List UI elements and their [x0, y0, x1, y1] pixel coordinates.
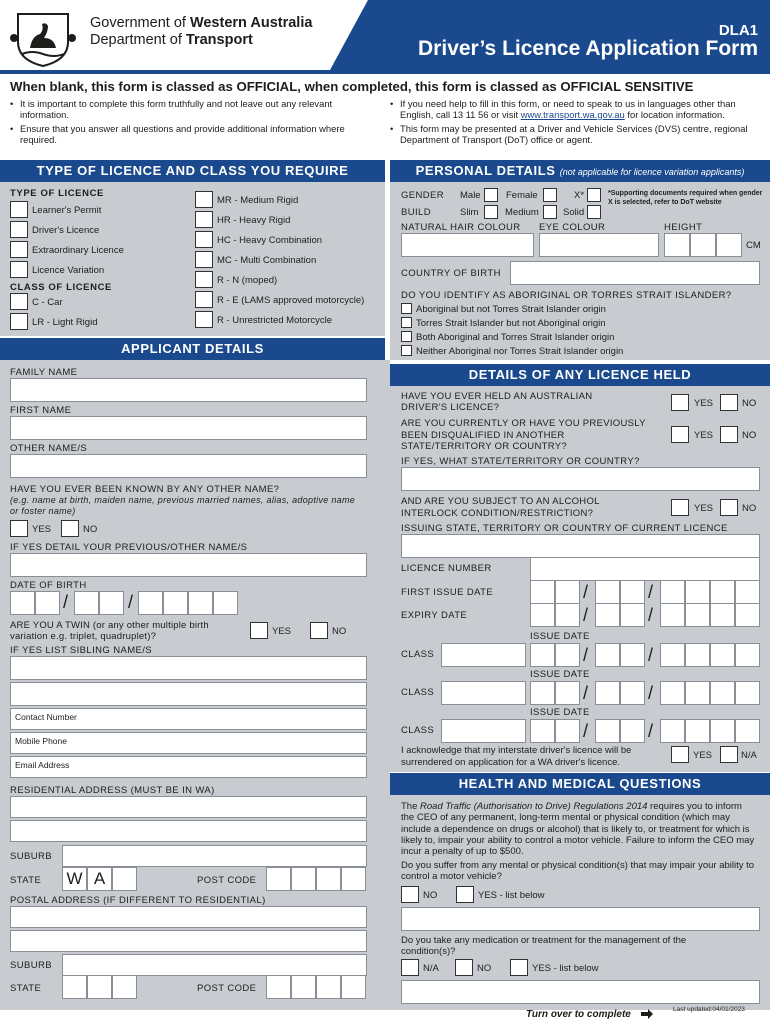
state-label: STATE: [10, 983, 42, 994]
option-label: NO: [742, 503, 757, 514]
licence-date-digit[interactable]: [555, 681, 580, 705]
licence-date-digit[interactable]: [530, 603, 555, 627]
class-label: CLASS: [401, 687, 435, 698]
postcode-digit-input[interactable]: [266, 975, 291, 999]
licence-date-digit[interactable]: [710, 681, 735, 705]
family-name-input[interactable]: [10, 378, 367, 402]
disqualified-yes-checkbox[interactable]: [671, 426, 689, 443]
turn-over-note: Turn over to complete: [526, 1009, 631, 1020]
date-of-birth-label: DATE OF BIRTH: [10, 580, 87, 591]
eye-colour-input[interactable]: [539, 233, 659, 257]
dob-month-digit[interactable]: [99, 591, 124, 615]
licence-date-digit[interactable]: [685, 603, 710, 627]
postcode-digit-input[interactable]: [316, 867, 341, 891]
class-hr-checkbox[interactable]: [195, 211, 213, 228]
licence-date-digit[interactable]: [530, 719, 555, 743]
option-label: N/A: [741, 750, 757, 761]
disqualified-where-label: IF YES, WHAT STATE/TERRITORY OR COUNTRY?: [401, 456, 640, 467]
option-label: Driver's Licence: [32, 225, 100, 236]
licence-date-digit[interactable]: [735, 719, 760, 743]
postcode-digit-input[interactable]: [266, 867, 291, 891]
postal-state-cell[interactable]: [87, 975, 112, 999]
health-paragraph: The Road Traffic (Authorisation to Drive) Regulations 2014 requires you to inform the CEO of any permanent, long-term mental or physical condition (which may include a dependence on drugs or alcohol) that is likely to, or treatment for which is likely to, impair your ability to control a motor vehicle. Failure to inform the CEO may incur a penalty of up to $500.: [401, 801, 755, 858]
licence-date-digit[interactable]: [710, 580, 735, 604]
issue-date-label: ISSUE DATE: [530, 631, 590, 642]
sibling-names-label: IF YES LIST SIBLING NAME/S: [10, 645, 153, 656]
licence-date-digit[interactable]: [685, 580, 710, 604]
issuing-state-input[interactable]: [401, 534, 760, 558]
medication-question: Do you take any medication or treatment for the management of the condition(s)?: [401, 935, 687, 958]
known-other-name-question: HAVE YOU EVER BEEN KNOWN BY ANY OTHER NAME?: [10, 484, 280, 495]
build-medium-checkbox[interactable]: [543, 205, 557, 219]
notes-right: [390, 98, 760, 148]
date-separator: /: [583, 605, 589, 625]
atsi-both-checkbox[interactable]: [401, 331, 412, 342]
option-label: MC - Multi Combination: [217, 255, 317, 266]
sibling-name-input[interactable]: [10, 656, 367, 680]
licence-date-digit[interactable]: [595, 580, 620, 604]
option-label: NO: [83, 524, 98, 535]
form-code: DLA1: [718, 22, 758, 39]
option-label: Female: [506, 190, 538, 201]
residential-suburb-input[interactable]: [62, 845, 367, 867]
licence-date-digit[interactable]: [595, 603, 620, 627]
health-condition-question: Do you suffer from any mental or physical condition(s) that may impair your ability to control a motor vehicle?: [401, 860, 755, 883]
section-applicant-title: APPLICANT DETAILS: [0, 338, 385, 360]
option-label: YES: [694, 503, 714, 514]
option-label: Aboriginal but not Torres Strait Islander origin: [416, 304, 606, 315]
postal-state-cell[interactable]: [62, 975, 87, 999]
option-label: Extraordinary Licence: [32, 245, 124, 256]
class-mc-checkbox[interactable]: [195, 251, 213, 268]
licence-date-digit[interactable]: [595, 719, 620, 743]
interlock-yes-checkbox[interactable]: [671, 499, 689, 516]
licence-date-digit[interactable]: [735, 603, 760, 627]
header-rule: [0, 70, 770, 74]
medication-na-checkbox[interactable]: [401, 959, 419, 976]
licence-date-digit[interactable]: [710, 643, 735, 667]
licence-date-digit[interactable]: [710, 719, 735, 743]
licence-date-digit[interactable]: [620, 643, 645, 667]
height-unit: CM: [746, 240, 761, 251]
licence-date-digit[interactable]: [735, 643, 760, 667]
option-label: YES: [32, 524, 52, 535]
postal-address-input[interactable]: [10, 906, 367, 928]
dob-year-digit[interactable]: [188, 591, 213, 615]
medication-yes-checkbox[interactable]: [510, 959, 528, 976]
sibling-name-input[interactable]: [10, 682, 367, 706]
learners-permit-checkbox[interactable]: [10, 201, 28, 218]
licence-date-digit[interactable]: [685, 681, 710, 705]
class-lr-checkbox[interactable]: [10, 313, 28, 330]
postal-address-input[interactable]: [10, 930, 367, 952]
licence-date-digit[interactable]: [685, 643, 710, 667]
option-label: NO: [477, 963, 492, 974]
surrender-acknowledgement: I acknowledge that my interstate driver's licence will be surrendered on application for a WA driver's licence.: [401, 745, 632, 768]
class-c-checkbox[interactable]: [10, 293, 28, 310]
other-names-input[interactable]: [10, 454, 367, 478]
residential-address-input[interactable]: [10, 820, 367, 842]
licence-date-digit[interactable]: [530, 580, 555, 604]
licence-date-digit[interactable]: [620, 719, 645, 743]
condition-no-checkbox[interactable]: [401, 886, 419, 903]
medication-no-checkbox[interactable]: [455, 959, 473, 976]
licence-date-digit[interactable]: [660, 681, 685, 705]
class-of-licence-heading: CLASS OF LICENCE: [10, 282, 112, 293]
option-label: NO: [742, 398, 757, 409]
postcode-digit-input[interactable]: [291, 975, 316, 999]
licence-date-digit[interactable]: [660, 719, 685, 743]
twin-yes-checkbox[interactable]: [250, 622, 268, 639]
class-label: CLASS: [401, 649, 435, 660]
held-licence-no-checkbox[interactable]: [720, 394, 738, 411]
note-item: • If you need help to fill in this form, or need to speak to us in languages other than English, call 13 11 56 or visit www.transport.wa.gov.au for location information.: [390, 98, 760, 120]
option-label: Medium: [505, 207, 539, 218]
state-letter: W: [62, 867, 87, 891]
atsi-neither-checkbox[interactable]: [401, 345, 412, 356]
dob-year-digit[interactable]: [138, 591, 163, 615]
state-letter: A: [87, 867, 112, 891]
wa-crest-logo: [10, 8, 76, 68]
option-label: YES: [693, 750, 713, 761]
dob-day-digit[interactable]: [35, 591, 60, 615]
option-label: NO: [742, 430, 757, 441]
held-licence-question: HAVE YOU EVER HELD AN AUSTRALIAN DRIVER'S LICENCE?: [401, 391, 593, 413]
classification-notice: When blank, this form is classed as OFFICIAL, when completed, this form is classed as OFFICIAL SENSITIVE: [10, 79, 694, 94]
build-label: BUILD: [401, 207, 431, 218]
last-updated: Last updated:04/01/2023: [673, 1006, 745, 1013]
option-label: Male: [460, 190, 481, 201]
first-name-input[interactable]: [10, 416, 367, 440]
family-name-label: FAMILY NAME: [10, 367, 78, 378]
state-digit-cell: [112, 867, 137, 891]
option-label: YES - list below: [532, 963, 599, 974]
condition-details-input[interactable]: [401, 907, 760, 931]
licence-date-digit[interactable]: [530, 643, 555, 667]
option-label: Licence Variation: [32, 265, 105, 276]
known-other-yes-checkbox[interactable]: [10, 520, 28, 537]
hair-colour-input[interactable]: [401, 233, 534, 257]
note-item: • This form may be presented at a Driver and Vehicle Services (DVS) centre, regional Department of Transport (DoT) office or agent.: [390, 123, 760, 145]
postcode-digit-input[interactable]: [341, 975, 366, 999]
section-personal-title: PERSONAL DETAILS (not applicable for licence variation applicants): [390, 160, 770, 182]
first-name-label: FIRST NAME: [10, 405, 72, 416]
transport-website-link[interactable]: www.transport.wa.gov.au: [520, 109, 625, 120]
option-label: Learner's Permit: [32, 205, 102, 216]
option-label: Neither Aboriginal nor Torres Strait Islander origin: [416, 346, 624, 357]
section-licence-type-title: TYPE OF LICENCE AND CLASS YOU REQUIRE: [0, 160, 385, 182]
licence-date-digit[interactable]: [735, 681, 760, 705]
postcode-label: POST CODE: [197, 983, 257, 994]
build-slim-checkbox[interactable]: [484, 205, 498, 219]
licence-number-label: LICENCE NUMBER: [401, 563, 492, 574]
medication-details-input[interactable]: [401, 980, 760, 1004]
option-label: YES - list below: [478, 890, 545, 901]
class-r-checkbox[interactable]: [195, 311, 213, 328]
atsi-aboriginal-checkbox[interactable]: [401, 303, 412, 314]
interlock-question: AND ARE YOU SUBJECT TO AN ALCOHOL INTERLOCK CONDITION/RESTRICTION?: [401, 496, 600, 519]
country-of-birth-input[interactable]: [510, 261, 760, 285]
licence-date-digit[interactable]: [595, 681, 620, 705]
postal-suburb-input[interactable]: [62, 954, 367, 976]
gender-note: *Supporting documents required when gender X is selected, refer to DoT website: [608, 190, 763, 206]
class-input[interactable]: [441, 719, 526, 743]
first-issue-date-label: FIRST ISSUE DATE: [401, 587, 494, 598]
height-digit-input[interactable]: [664, 233, 690, 257]
option-label: LR - Light Rigid: [32, 317, 98, 328]
known-other-name-note: (e.g. name at birth, maiden name, previous married names, alias, adoptive name or foster name): [10, 495, 356, 516]
licence-date-digit[interactable]: [555, 643, 580, 667]
atsi-tsi-checkbox[interactable]: [401, 317, 412, 328]
surrender-na-checkbox[interactable]: [720, 746, 738, 763]
date-separator: /: [583, 683, 589, 703]
licence-date-digit[interactable]: [620, 681, 645, 705]
issuing-state-label: ISSUING STATE, TERRITORY OR COUNTRY OF CURRENT LICENCE: [401, 523, 728, 534]
suburb-label: SUBURB: [10, 960, 52, 971]
twin-no-checkbox[interactable]: [310, 622, 328, 639]
licence-variation-checkbox[interactable]: [10, 261, 28, 278]
option-label: R - E (LAMS approved motorcycle): [217, 295, 365, 306]
option-label: YES: [694, 398, 714, 409]
option-label: YES: [694, 430, 714, 441]
class-hc-checkbox[interactable]: [195, 231, 213, 248]
expiry-date-label: EXPIRY DATE: [401, 610, 468, 621]
date-separator: /: [648, 605, 654, 625]
other-names-label: OTHER NAME/S: [10, 443, 88, 454]
postcode-label: POST CODE: [197, 875, 257, 886]
interlock-no-checkbox[interactable]: [720, 499, 738, 516]
atsi-question: DO YOU IDENTIFY AS ABORIGINAL OR TORRES STRAIT ISLANDER?: [401, 290, 732, 301]
option-label: X*: [574, 190, 585, 201]
email-address-input[interactable]: Email Address: [10, 756, 367, 778]
dob-month-digit[interactable]: [74, 591, 99, 615]
date-separator: /: [648, 582, 654, 602]
class-input[interactable]: [441, 681, 526, 705]
contact-number-input[interactable]: Contact Number: [10, 708, 367, 730]
disqualified-no-checkbox[interactable]: [720, 426, 738, 443]
disqualified-question: ARE YOU CURRENTLY OR HAVE YOU PREVIOUSLY BEEN DISQUALIFIED IN ANOTHER STATE/TERRITORY OR COUNTRY?: [401, 418, 646, 452]
gender-x-checkbox[interactable]: [587, 188, 601, 202]
dob-year-digit[interactable]: [163, 591, 188, 615]
class-input[interactable]: [441, 643, 526, 667]
drivers-licence-checkbox[interactable]: [10, 221, 28, 238]
postal-address-label: POSTAL ADDRESS (IF DIFFERENT TO RESIDENTIAL): [10, 895, 266, 906]
licence-date-digit[interactable]: [595, 643, 620, 667]
country-of-birth-label: COUNTRY OF BIRTH: [401, 268, 501, 279]
height-label: HEIGHT: [664, 222, 703, 233]
option-label: HR - Heavy Rigid: [217, 215, 291, 226]
government-name: Government of Western Australia Department of Transport: [90, 15, 313, 48]
held-licence-yes-checkbox[interactable]: [671, 394, 689, 411]
suburb-label: SUBURB: [10, 851, 52, 862]
gender-label: GENDER: [401, 190, 445, 201]
option-label: Both Aboriginal and Torres Strait Islander origin: [416, 332, 615, 343]
residential-address-label: RESIDENTIAL ADDRESS (MUST BE IN WA): [10, 785, 215, 796]
condition-yes-checkbox[interactable]: [456, 886, 474, 903]
height-digit-input[interactable]: [690, 233, 716, 257]
licence-date-digit[interactable]: [710, 603, 735, 627]
option-label: Solid: [563, 207, 585, 218]
previous-names-label: IF YES DETAIL YOUR PREVIOUS/OTHER NAME/S: [10, 542, 248, 553]
section-health-title: HEALTH AND MEDICAL QUESTIONS: [390, 773, 770, 795]
licence-date-digit[interactable]: [555, 580, 580, 604]
class-rn-checkbox[interactable]: [195, 271, 213, 288]
gender-female-checkbox[interactable]: [543, 188, 557, 202]
option-label: C - Car: [32, 297, 63, 308]
issue-date-label: ISSUE DATE: [530, 669, 590, 680]
licence-date-digit[interactable]: [555, 719, 580, 743]
type-of-licence-heading: TYPE OF LICENCE: [10, 188, 104, 199]
option-label: Torres Strait Islander but not Aboriginal origin: [416, 318, 606, 329]
date-separator: /: [128, 592, 134, 612]
option-label: MR - Medium Rigid: [217, 195, 299, 206]
option-label: NO: [332, 626, 347, 637]
postcode-digit-input[interactable]: [341, 867, 366, 891]
extraordinary-licence-checkbox[interactable]: [10, 241, 28, 258]
postcode-digit-input[interactable]: [316, 975, 341, 999]
form-title: Driver’s Licence Application Form: [418, 37, 758, 60]
licence-date-digit[interactable]: [660, 643, 685, 667]
licence-date-digit[interactable]: [660, 580, 685, 604]
date-separator: /: [648, 645, 654, 665]
option-label: NO: [423, 890, 438, 901]
licence-number-input[interactable]: [530, 557, 760, 581]
known-other-no-checkbox[interactable]: [61, 520, 79, 537]
mobile-phone-input[interactable]: Mobile Phone: [10, 732, 367, 754]
class-re-checkbox[interactable]: [195, 291, 213, 308]
gender-male-checkbox[interactable]: [484, 188, 498, 202]
dob-day-digit[interactable]: [10, 591, 35, 615]
dob-year-digit[interactable]: [213, 591, 238, 615]
option-label: R - N (moped): [217, 275, 278, 286]
class-label: CLASS: [401, 725, 435, 736]
option-label: R - Unrestricted Motorcycle: [217, 315, 333, 326]
disqualified-where-input[interactable]: [401, 467, 760, 491]
licence-date-digit[interactable]: [620, 603, 645, 627]
licence-date-digit[interactable]: [685, 719, 710, 743]
issue-date-label: ISSUE DATE: [530, 707, 590, 718]
option-label: Slim: [460, 207, 479, 218]
licence-date-digit[interactable]: [530, 681, 555, 705]
previous-names-input[interactable]: [10, 553, 367, 577]
date-separator: /: [63, 592, 69, 612]
option-label: N/A: [423, 963, 439, 974]
postal-state-cell[interactable]: [112, 975, 137, 999]
eye-colour-label: EYE COLOUR: [539, 222, 606, 233]
date-separator: /: [583, 721, 589, 741]
note-item: • It is important to complete this form truthfully and not leave out any relevant information.: [10, 98, 380, 120]
build-solid-checkbox[interactable]: [587, 205, 601, 219]
date-separator: /: [648, 683, 654, 703]
licence-date-digit[interactable]: [735, 580, 760, 604]
section-licence-held-title: DETAILS OF ANY LICENCE HELD: [390, 364, 770, 386]
surrender-yes-checkbox[interactable]: [671, 746, 689, 763]
date-separator: /: [648, 721, 654, 741]
state-label: STATE: [10, 875, 42, 886]
option-label: YES: [272, 626, 292, 637]
licence-date-digit[interactable]: [620, 580, 645, 604]
licence-date-digit[interactable]: [555, 603, 580, 627]
residential-address-input[interactable]: [10, 796, 367, 818]
twin-question: ARE YOU A TWIN (or any other multiple birth variation e.g. triplet, quadruplet)?: [10, 620, 209, 642]
date-separator: /: [583, 582, 589, 602]
date-separator: /: [583, 645, 589, 665]
hair-colour-label: NATURAL HAIR COLOUR: [401, 222, 521, 233]
postcode-digit-input[interactable]: [291, 867, 316, 891]
class-mr-checkbox[interactable]: [195, 191, 213, 208]
notes-left: [10, 98, 380, 148]
arrow-right-icon: [640, 1008, 654, 1020]
option-label: HC - Heavy Combination: [217, 235, 323, 246]
note-item: • Ensure that you answer all questions and provide additional information where required.: [10, 123, 380, 145]
height-digit-input[interactable]: [716, 233, 742, 257]
licence-date-digit[interactable]: [660, 603, 685, 627]
